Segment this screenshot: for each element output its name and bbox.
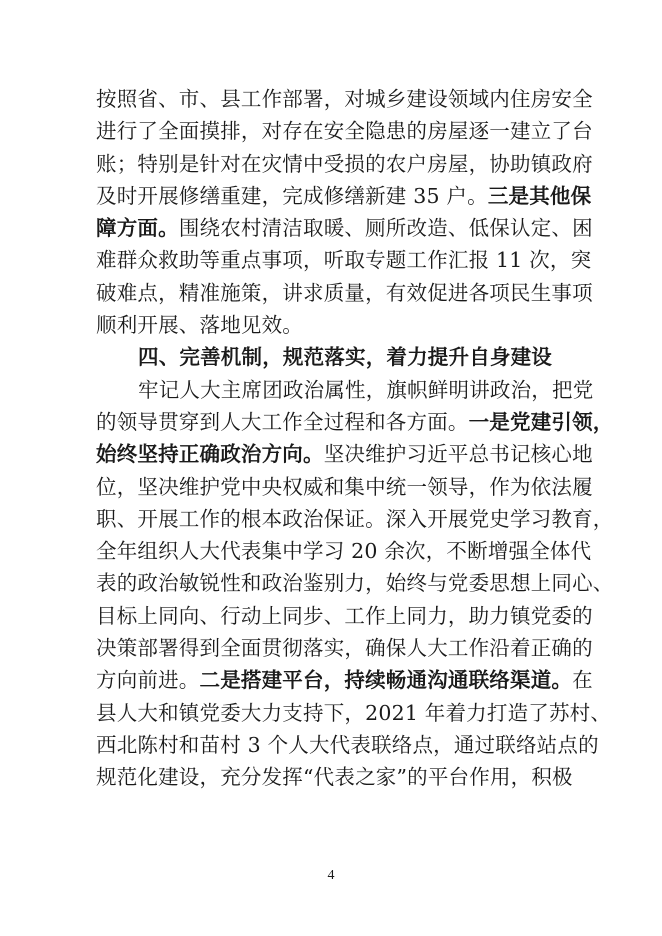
text-line: 位，坚决维护党中央权威和集中统一领导，作为依法履 — [96, 474, 593, 499]
text-line: 破难点，精准施策，讲求质量，有效促进各项民生事项 — [96, 280, 593, 305]
text-line: 县人大和镇党委大力支持下，2021 年着力打造了苏村、 — [96, 700, 612, 725]
body-text — [96, 83, 614, 794]
text-line: 西北陈村和苗村 3 个人大代表联络点，通过联络站点的 — [96, 732, 599, 757]
text-line — [96, 180, 592, 212]
page-number: 4 — [327, 868, 335, 883]
text-line: 决策部署得到全面贯彻落实，确保人大工作沿着正确的 — [96, 636, 593, 661]
bold-text: 障方面。 — [96, 216, 179, 241]
text-line: 全年组织人大代表集中学习 20 余次，不断增强全体代 — [96, 539, 592, 564]
text-line: 账；特别是针对在灾情中受损的农户房屋，协助镇政府 — [96, 151, 593, 176]
text-line: 按照省、市、县工作部署，对城乡建设领域内住房安全 — [96, 87, 593, 111]
text-span: 坚决维护习近平总书记核心地 — [323, 442, 593, 467]
text-line: 顺利开展、落地见效。 — [96, 313, 303, 338]
text-span: 的领导贯穿到人大工作全过程和各方面。 — [96, 409, 469, 434]
text-line: 牢记人大主席团政治属性，旗帜鲜明讲政治，把党 — [138, 377, 594, 402]
text-span: 在 — [572, 668, 593, 693]
text-line — [96, 212, 593, 244]
bold-text: 一是党建引领， — [468, 409, 614, 434]
text-span: 方向前进。 — [96, 668, 200, 693]
text-line: 难群众救助等重点事项，听取专题工作汇报 11 次，突 — [96, 248, 592, 273]
text-line: 表的政治敏锐性和政治鉴别力，始终与党委思想上同心、 — [96, 571, 614, 596]
bold-text: 始终坚持正确政治方向。 — [96, 442, 324, 467]
bold-text: 三是其他保 — [487, 183, 592, 208]
text-line — [96, 406, 614, 438]
text-line: 职、开展工作的根本政治保证。深入开展党史学习教育， — [96, 506, 614, 531]
text-line: 规范化建设，充分发挥“代表之家”的平台作用，积极 — [96, 765, 573, 790]
text-line — [96, 438, 593, 470]
text-line: 进行了全面摸排，对存在安全隐患的房屋逐一建立了台 — [96, 119, 593, 144]
text-span: 围绕农村清洁取暖、厕所改造、低保认定、困 — [178, 216, 593, 241]
section-heading: 四、完善机制，规范落实，着力提升自身建设 — [138, 345, 552, 370]
text-line — [96, 664, 593, 696]
text-span: 及时开展修缮重建，完成修缮新建 35 户。 — [96, 183, 488, 208]
text-line: 目标上同向、行动上同步、工作上同力，助力镇党委的 — [96, 603, 593, 628]
bold-text: 二是搭建平台，持续畅通沟通联络渠道。 — [199, 668, 573, 693]
